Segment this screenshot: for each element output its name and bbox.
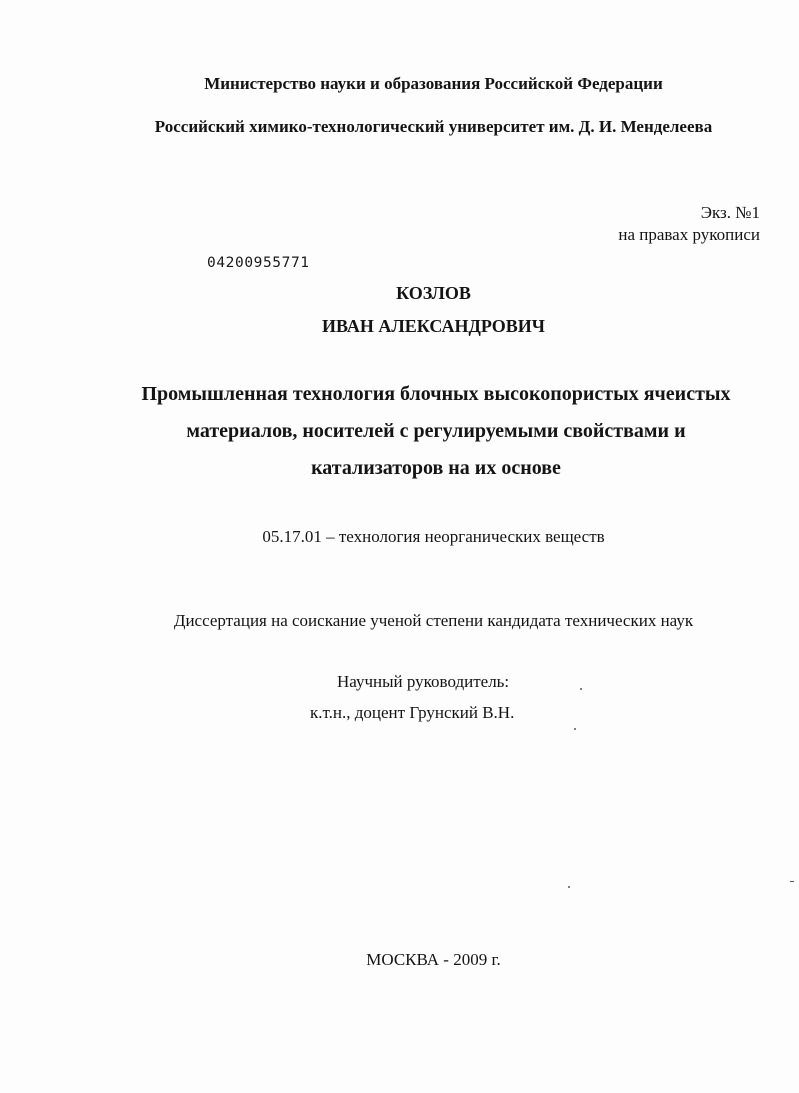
copy-number: Экз. №1 [700, 203, 760, 222]
thesis-title-line: катализаторов на их основе [311, 457, 561, 479]
manuscript-rights-note: на правах рукописи [618, 225, 760, 244]
city-and-year: МОСКВА - 2009 г. [366, 950, 501, 969]
ministry-heading: Министерство науки и образования Российской Федерации [204, 74, 663, 93]
scan-speck [574, 728, 576, 730]
supervisor-name: к.т.н., доцент Грунский В.Н. [310, 703, 515, 722]
degree-statement: Диссертация на соискание ученой степени кандидата технических наук [173, 611, 694, 630]
catalog-number-stamp: 04200955771 [207, 255, 310, 271]
author-name: ИВАН АЛЕКСАНДРОВИЧ [322, 316, 545, 336]
scan-speck [790, 881, 794, 882]
scan-speck [580, 688, 582, 690]
scan-speck [568, 886, 570, 888]
university-heading: Российский химико-технологический университет им. Д. И. Менделеева [154, 117, 713, 136]
supervisor-label: Научный руководитель: [337, 672, 510, 691]
thesis-title [113, 376, 759, 487]
specialty-code: 05.17.01 – технология неорганических веществ [262, 527, 605, 546]
thesis-title-line: материалов, носителей с регулируемыми свойствами и [186, 420, 686, 442]
thesis-title-line: Промышленная технология блочных высокопористых ячеистых [141, 383, 731, 405]
author-surname: КОЗЛОВ [396, 283, 471, 303]
